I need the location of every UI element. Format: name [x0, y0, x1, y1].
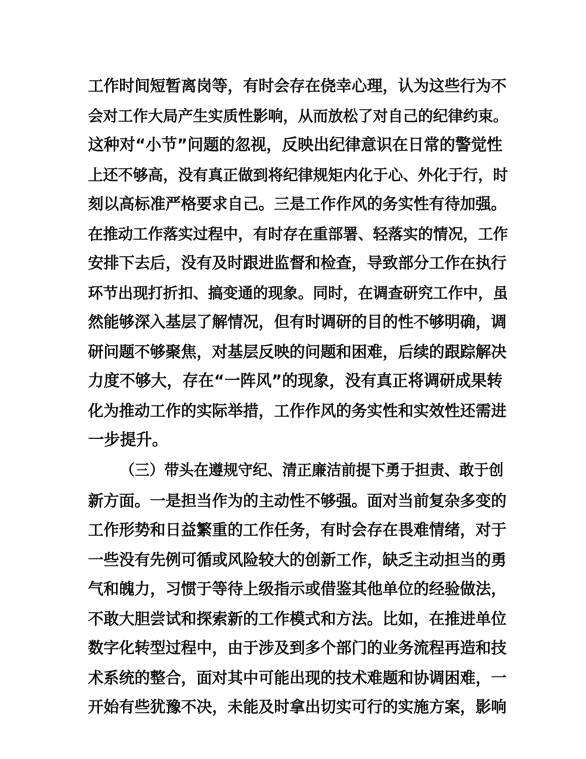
text-line: 数字化转型过程中，由于涉及到多个部门的业务流程再造和技 [88, 639, 507, 657]
text-line: 上还不够高，没有真正做到将纪律规矩内化于心、外化于行，时 [88, 166, 509, 184]
text-line: 化为推动工作的实际举措，工作作风的务实性和实效性还需进 [88, 402, 507, 420]
text-line: 安排下去后，没有及时跟进监督和检查，导致部分工作在执行 [88, 254, 507, 272]
text-line: 一步提升。 [88, 430, 169, 449]
text-line: 新方面。一是担当作为的主动性不够强。面对当前复杂多变的 [88, 492, 507, 510]
text-line: 环节出现打折扣、搞变通的现象。同时，在调查研究工作中，虽 [88, 284, 509, 302]
text-line: 力度不够大，存在“一阵风”的现象，没有真正将调研成果转 [88, 371, 503, 390]
text-line: 研问题不够聚焦，对基层反映的问题和困难，后续的跟踪解决 [88, 343, 507, 361]
text-line: 术系统的整合，面对其中可能出现的技术难题和协调困难，一 [88, 669, 507, 687]
text-line: 在推动工作落实过程中，有时存在重部署、轻落实的情况，工作 [88, 225, 509, 243]
text-line: 工作形势和日益繁重的工作任务，有时会存在畏难情绪，对于 [88, 521, 507, 539]
text-line: 会对工作大局产生实质性影响，从而放松了对自己的纪律约束。 [88, 107, 509, 125]
text-line: 然能够深入基层了解情况，但有时调研的目的性不够明确，调 [88, 313, 507, 331]
text-line: 开始有些犹豫不决，未能及时拿出切实可行的实施方案，影响 [88, 698, 507, 716]
text-line: 这种对“小节”问题的忽视，反映出纪律意识在日常的警觉性 [88, 135, 503, 154]
text-line: 不敢大胆尝试和探索新的工作模式和方法。比如，在推进单位 [88, 610, 507, 628]
text-line: 工作时间短暂离岗等，有时会存在侥幸心理，认为这些行为不 [88, 77, 507, 95]
section-heading-line: （三）带头在遵规守纪、清正廉洁前提下勇于担责、敢于创 [120, 462, 504, 479]
text-line: 气和魄力，习惯于等待上级指示或借鉴其他单位的经验做法， [88, 580, 507, 598]
text-line: 刻以高标准严格要求自己。三是工作作风的务实性有待加强。 [88, 195, 507, 213]
text-line: 一些没有先例可循或风险较大的创新工作，缺乏主动担当的勇 [88, 551, 507, 569]
